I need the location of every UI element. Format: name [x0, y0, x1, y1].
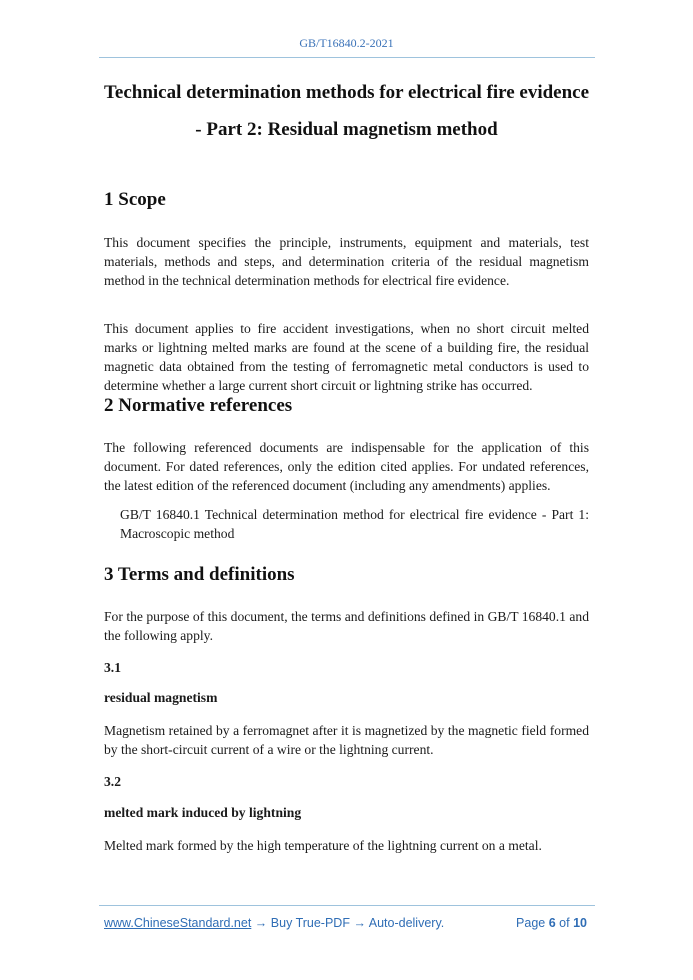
doc-title-line1: Technical determination methods for electrical fire evidence — [103, 82, 590, 103]
normative-paragraph: The following referenced documents are indispensable for the application of this document. For dated references, only the edition cited applies. For undated references, the latest edition of the referenced document (including any amendments) applies. — [104, 440, 589, 493]
doc-title-line2: - Part 2: Residual magnetism method — [195, 119, 498, 140]
section-heading-normative-references: 2 Normative references — [104, 395, 293, 416]
footer-site-link[interactable]: www.ChineseStandard.net — [104, 916, 252, 930]
page-of: of — [559, 916, 570, 930]
term-definition-melted-mark: Melted mark formed by the high temperature of the lightning current on a metal. — [104, 838, 542, 853]
term-residual-magnetism: residual magnetism — [104, 690, 218, 705]
normative-reference-item: GB/T 16840.1 Technical determination method for electrical fire evidence - Part 1: Macroscopic method — [120, 507, 589, 541]
scope-paragraph-2: This document applies to fire accident investigations, when no short circuit melted marks or lightning melted marks are found at the scene of a building fire, the residual magnetic data obtained from the testing of ferromagnetic metal conductors is used to determine whether a large current short circuit or lightning strike has occurred. — [104, 321, 589, 393]
section-heading-terms: 3 Terms and definitions — [104, 564, 295, 585]
footer-buy-text: Buy True-PDF — [270, 916, 350, 930]
term-number-3-2: 3.2 — [104, 774, 121, 789]
header-divider — [99, 57, 595, 58]
footer-delivery-text: Auto-delivery. — [368, 916, 445, 930]
terms-intro-paragraph: For the purpose of this document, the terms and definitions defined in GB/T 16840.1 and the following apply. — [104, 609, 589, 643]
term-definition-residual-magnetism: Magnetism retained by a ferromagnet after it is magnetized by the magnetic field formed by the short-circuit current of a wire or the lightning current. — [104, 723, 589, 757]
page-current: 6 — [548, 916, 556, 930]
term-melted-mark-lightning: melted mark induced by lightning — [104, 805, 302, 820]
footer-promo — [104, 916, 444, 930]
page-label: Page — [516, 916, 546, 930]
page-total: 10 — [573, 916, 587, 930]
section-heading-scope: 1 Scope — [104, 189, 166, 210]
arrow-right-icon: → — [254, 916, 268, 930]
footer-page-indicator — [516, 916, 587, 930]
footer-divider — [99, 905, 595, 906]
scope-paragraph-1: This document specifies the principle, instruments, equipment and materials, test materials, methods and steps, and determination criteria of the residual magnetism method in the technical determination methods for electrical fire evidence. — [104, 235, 589, 288]
arrow-right-icon: → — [353, 916, 366, 930]
header-standard-code: GB/T16840.2-2021 — [299, 36, 394, 50]
term-number-3-1: 3.1 — [104, 660, 121, 675]
